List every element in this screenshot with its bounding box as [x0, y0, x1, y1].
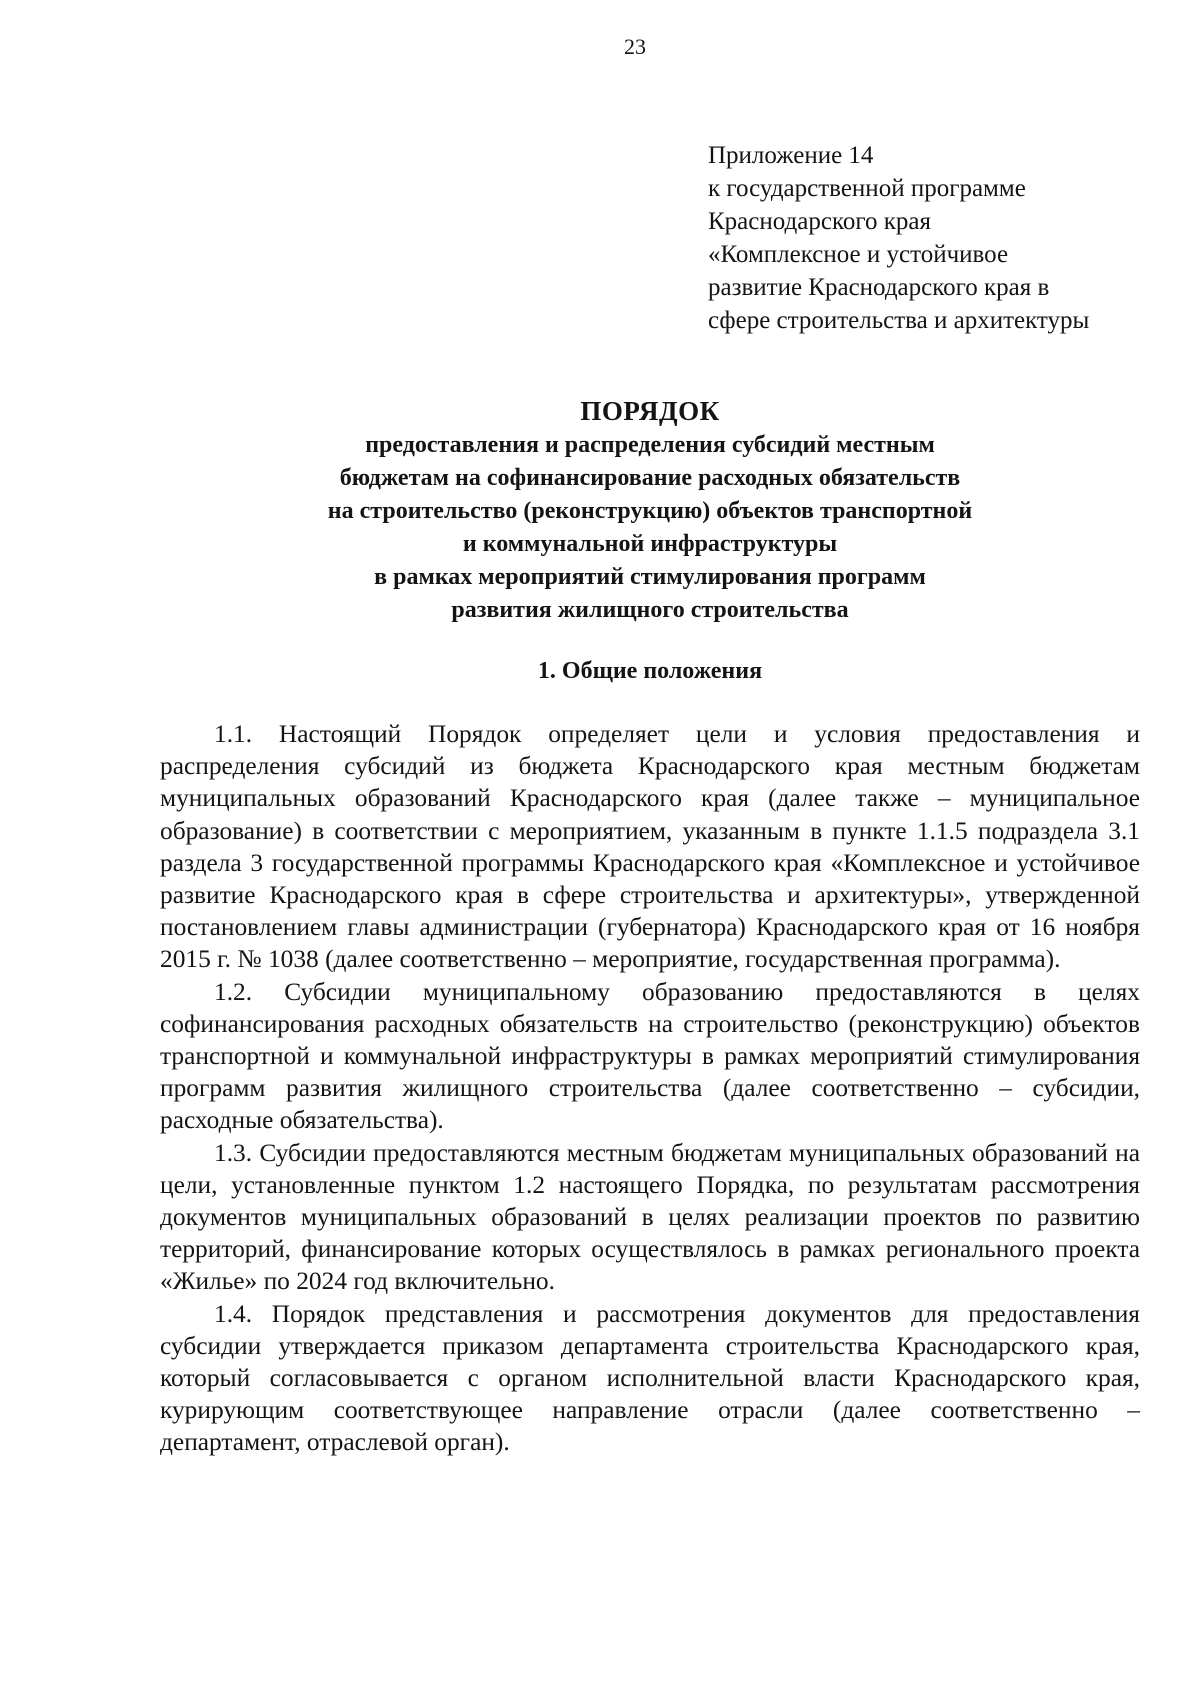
title-line: развития жилищного строительства	[451, 597, 849, 623]
appendix-note	[708, 139, 1168, 337]
paragraph-text: 1.2. Субсидии муниципальному образованию предоставляются в целях софинансирования расходных обязательств на строительство (реконструкцию) объектов транспортной и коммунальной инфраструктуры в рамках мероприятий стимулирования программ развития жилищного строительства (далее соответственно – субсидии, расходные обязательства).	[160, 977, 1140, 1135]
title-line: на строительство (реконструкцию) объектов транспортной	[327, 498, 973, 524]
appendix-line: развитие Краснодарского края в	[708, 274, 1050, 301]
title-line: в рамках мероприятий стимулирования программ	[374, 564, 926, 590]
page-number: 23	[624, 34, 646, 59]
appendix-line: Приложение 14	[708, 142, 874, 169]
appendix-line: Краснодарского края	[708, 208, 931, 235]
appendix-line: к государственной программе	[708, 175, 1026, 202]
paragraph-1-4	[160, 1298, 1140, 1459]
paragraph-text: 1.3. Субсидии предоставляются местным бюджетам муниципальных образований на цели, установленные пунктом 1.2 настоящего Порядка, по результатам рассмотрения документов муниципальных образований в целях реализации проектов по развитию территорий, финансирование которых осуществлялось в рамках регионального проекта «Жилье» по 2024 год включительно.	[160, 1138, 1140, 1296]
appendix-line: «Комплексное и устойчивое	[708, 241, 1009, 268]
document-title	[160, 393, 1140, 627]
paragraph-1-2	[160, 976, 1140, 1137]
section-body	[160, 718, 1140, 1459]
paragraph-1-1	[160, 718, 1140, 976]
section-heading: 1. Общие положения	[537, 658, 763, 684]
paragraph-1-3	[160, 1137, 1140, 1298]
title-main: ПОРЯДОК	[580, 396, 720, 426]
title-line: и коммунальной инфраструктуры	[462, 531, 838, 557]
appendix-line: сфере строительства и архитектуры	[708, 307, 1090, 334]
title-line: предоставления и распределения субсидий местным	[365, 432, 935, 458]
paragraph-text: 1.1. Настоящий Порядок определяет цели и условия предоставления и распределения субсидий из бюджета Краснодарского края местным бюджетам муниципальных образований Краснодарского края (далее также – муниципальное образование) в соответствии с мероприятием, указанным в пункте 1.1.5 подраздела 3.1 раздела 3 государственной программы Краснодарского края «Комплексное и устойчивое развитие Краснодарского края в сфере строительства и архитектуры», утвержденной постановлением главы администрации (губернатора) Краснодарского края от 16 ноября 2015 г. № 1038 (далее соответственно – мероприятие, государственная программа).	[160, 720, 1140, 974]
title-line: бюджетам на софинансирование расходных обязательств	[339, 465, 961, 491]
paragraph-text: 1.4. Порядок представления и рассмотрения документов для предоставления субсидии утверждается приказом департамента строительства Краснодарского края, который согласовывается с органом исполнительной власти Краснодарского края, курирующим соответствующее направление отрасли (далее соответственно – департамент, отраслевой орган).	[160, 1299, 1140, 1457]
